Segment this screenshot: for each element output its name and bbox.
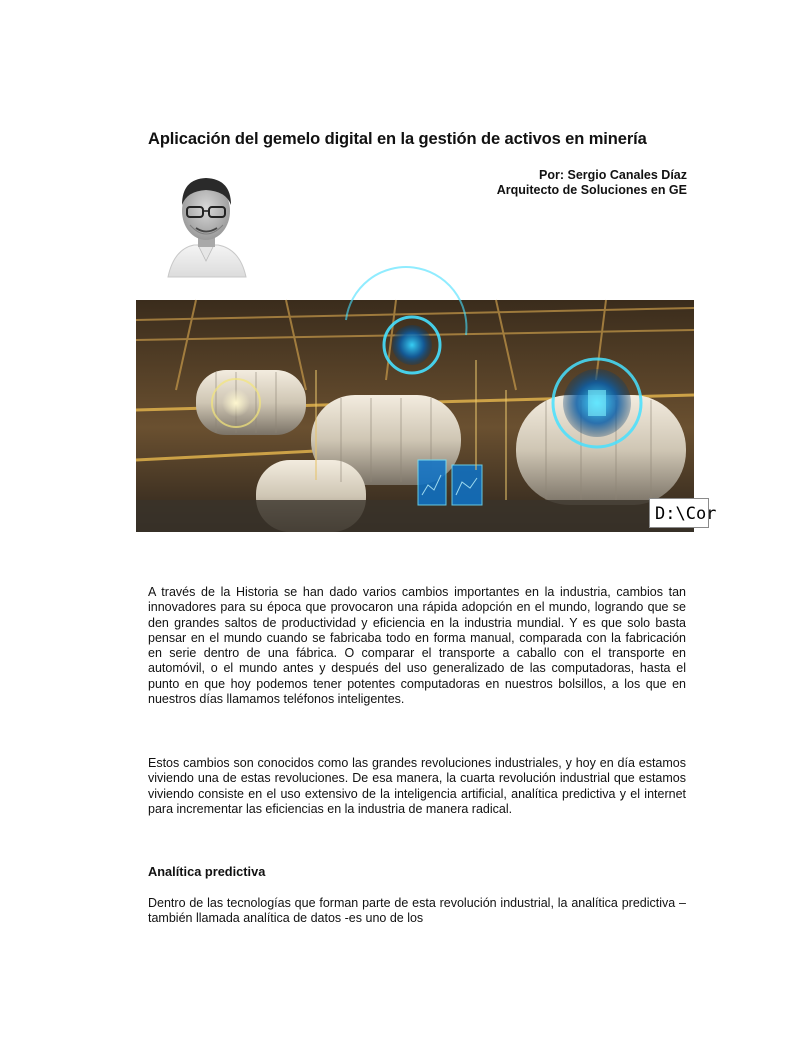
paragraph-3: Dentro de las tecnologías que forman parte de esta revolución industrial, la analítica predictiva – también llamada analítica de datos -es uno de los bbox=[148, 896, 686, 926]
section-heading: Analítica predictiva bbox=[148, 864, 266, 879]
file-path-tooltip: D:\Cor bbox=[649, 498, 709, 528]
author-name: Por: Sergio Canales Díaz bbox=[539, 168, 687, 182]
paragraph-1: A través de la Historia se han dado varios cambios importantes en la industria, cambios tan innovadores para su época que provocaron una rápida adopción en el mundo, logrando que se den grandes saltos de productividad y eficiencia en la industria mundial. Y es que solo basta pensar en el mundo cuando se fabricaba todo en forma manual, comparada con la fabricación en serie dentro de una fábrica. O comparar el transporte a caballo con el transporte en automóvil, o el mundo antes y después del uso generalizado de las computadoras, hasta el punto en que hoy podemos tener potentes computadoras en nuestros bolsillos, a los que en nuestros días llamamos teléfonos inteligentes. bbox=[148, 585, 686, 707]
article-title: Aplicación del gemelo digital en la gestión de activos en minería bbox=[148, 130, 647, 148]
author-byline bbox=[497, 168, 687, 198]
author-role: Arquitecto de Soluciones en GE bbox=[496, 183, 687, 197]
paragraph-2: Estos cambios son conocidos como las grandes revoluciones industriales, y hoy en día estamos viviendo una de estas revoluciones. De esa manera, la cuarta revolución industrial que estamos viviendo consiste en el uso extensivo de la inteligencia artificial, analítica predictiva y el internet para incrementar las eficiencias en la industria de manera radical. bbox=[148, 756, 686, 816]
mining-mill-image bbox=[136, 300, 694, 532]
author-portrait bbox=[160, 165, 252, 277]
